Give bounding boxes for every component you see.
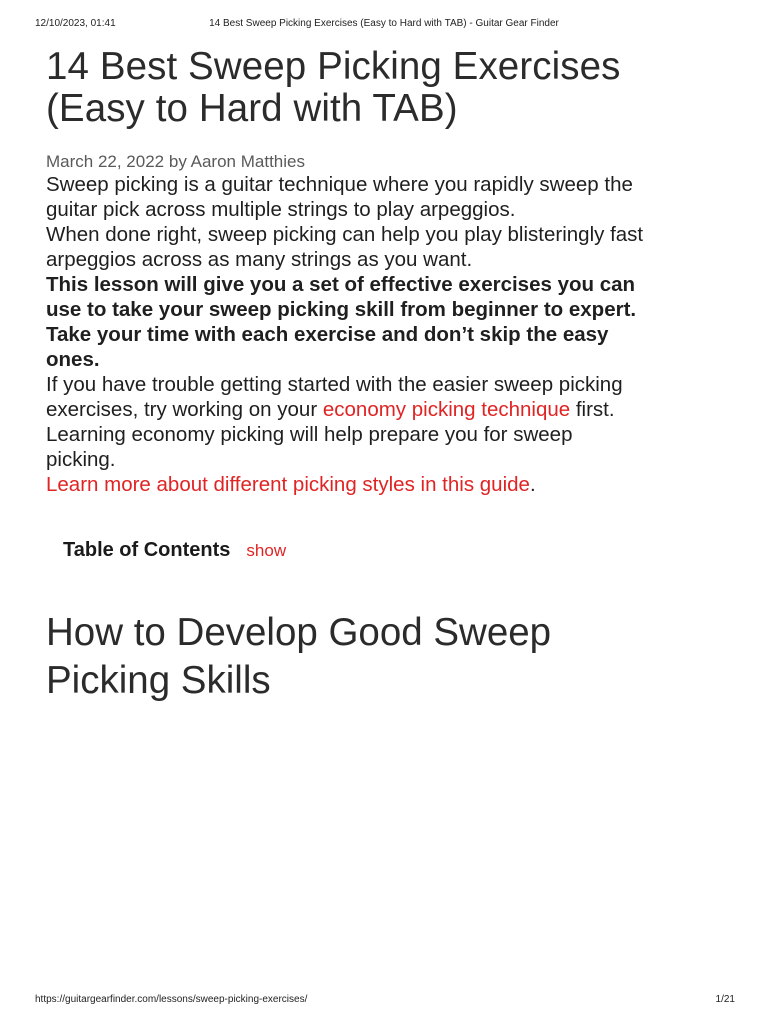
take-time-line-2: ones. (46, 348, 100, 371)
toc-show-toggle[interactable]: show (246, 541, 287, 560)
article-title (46, 46, 736, 130)
picking-styles-period: . (529, 473, 536, 496)
economy-line-4: picking. (46, 448, 116, 471)
lesson-goal-paragraph (46, 272, 736, 322)
benefit-line-2: arpeggios across as many strings as you want. (46, 248, 473, 271)
article-title-line1: 14 Best Sweep Picking Exercises (46, 45, 621, 88)
byline-by: by (168, 152, 187, 171)
lesson-goal-line-2: use to take your sweep picking skill from beginner to expert. (46, 298, 637, 321)
page-indicator: 1/21 (715, 994, 735, 1005)
intro-line-2: guitar pick across multiple strings to play arpeggios. (46, 198, 516, 221)
economy-picking-link[interactable]: economy picking technique (322, 398, 571, 421)
intro-paragraph (46, 172, 736, 222)
print-header (0, 18, 768, 32)
print-document-title: 14 Best Sweep Picking Exercises (Easy to Hard with TAB) - Guitar Gear Finder (209, 18, 559, 29)
article-meta (46, 152, 736, 172)
section-heading-line-1: How to Develop Good Sweep (46, 611, 552, 654)
lesson-goal-line-1: This lesson will give you a set of effective exercises you can (46, 273, 636, 296)
take-time-line-1: Take your time with each exercise and don’t skip the easy (46, 323, 609, 346)
author-name[interactable]: Aaron Matthies (190, 152, 305, 171)
economy-line-3: Learning economy picking will help prepare you for sweep (46, 423, 573, 446)
toc-title: Table of Contents (63, 539, 231, 561)
benefit-line-1: When done right, sweep picking can help you play blisteringly fast (46, 223, 644, 246)
table-of-contents (63, 539, 736, 563)
picking-styles-paragraph (46, 472, 736, 497)
economy-line-1: If you have trouble getting started with the easier sweep picking (46, 373, 623, 396)
section-heading (46, 609, 736, 705)
print-url: https://guitargearfinder.com/lessons/sweep-picking-exercises/ (35, 994, 308, 1005)
economy-picking-paragraph (46, 372, 736, 472)
take-time-paragraph (46, 322, 736, 372)
article (46, 46, 736, 705)
benefit-paragraph (46, 222, 736, 272)
section-heading-line-2: Picking Skills (46, 659, 271, 702)
economy-line-2-after: first. (570, 398, 615, 421)
picking-styles-guide-link[interactable]: Learn more about different picking styles in this guide (46, 473, 530, 496)
economy-line-2-before: exercises, try working on your (46, 398, 323, 421)
print-datetime: 12/10/2023, 01:41 (35, 18, 116, 29)
article-title-line2: (Easy to Hard with TAB) (46, 87, 458, 130)
print-footer (0, 994, 768, 1008)
publish-date: March 22, 2022 (46, 152, 165, 171)
intro-line-1: Sweep picking is a guitar technique where you rapidly sweep the (46, 173, 633, 196)
